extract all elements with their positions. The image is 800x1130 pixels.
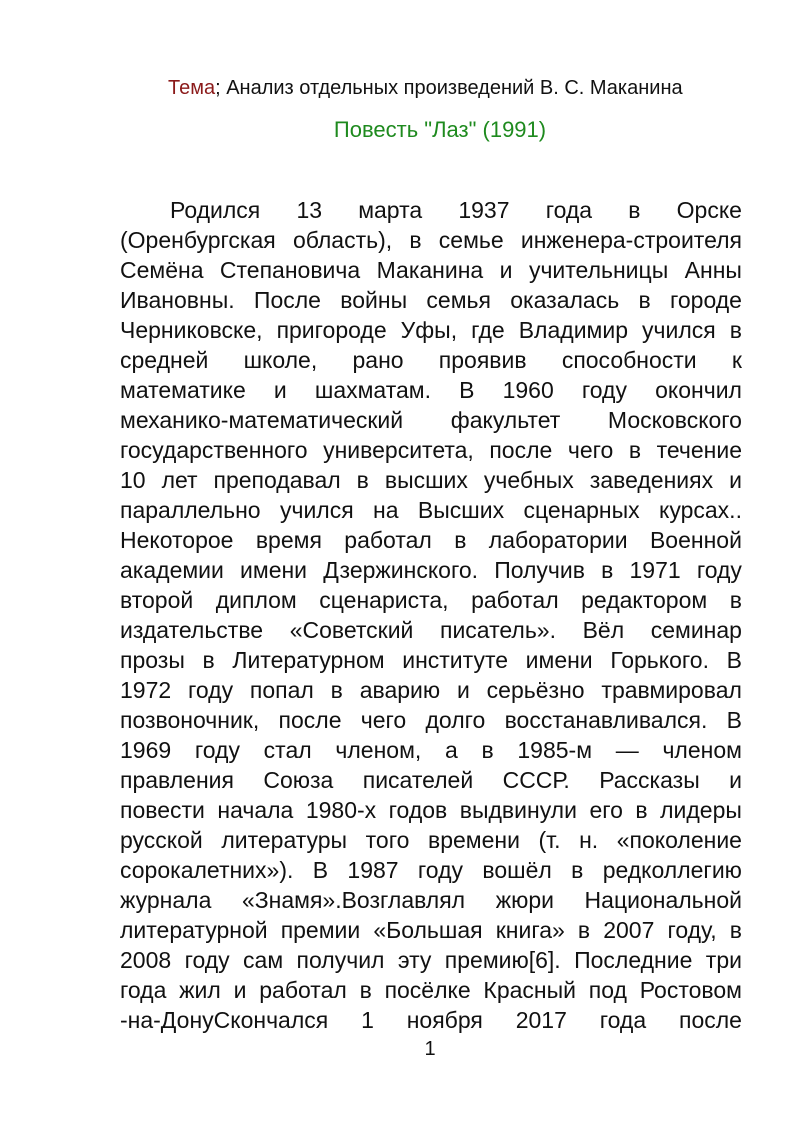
word: н. (579, 827, 599, 853)
word: Родился (170, 197, 261, 223)
word: проявив (438, 347, 527, 373)
word: Получив (494, 557, 585, 583)
word: 1960 (502, 377, 554, 403)
word: Ростовом (639, 977, 742, 1003)
word: школе, (243, 347, 318, 373)
word: заведениях (589, 467, 714, 493)
text-line (120, 225, 742, 255)
word: «Знамя».Возглавлял (241, 887, 466, 913)
word: жил (179, 977, 221, 1003)
word: работал (471, 587, 559, 613)
word: имени (240, 557, 308, 583)
word: Степановича (219, 257, 361, 283)
text-line (120, 825, 742, 855)
text-line (120, 855, 742, 885)
word: премию[6]. (444, 947, 561, 973)
word: 1 (361, 1007, 374, 1033)
word: книга» (495, 917, 565, 943)
word: редколлегию (602, 857, 742, 883)
word: попал (249, 677, 314, 703)
word: В (726, 647, 742, 673)
word: 2008 (120, 947, 172, 973)
word: марта (358, 197, 423, 223)
word: сорокалетних»). (120, 857, 294, 883)
word: году (696, 557, 742, 583)
word: серьёзно (486, 677, 585, 703)
word: и (729, 467, 742, 493)
word: Уфы, (400, 317, 458, 343)
word: Анны (684, 257, 742, 283)
text-line (120, 285, 742, 315)
word: работал (259, 977, 347, 1003)
word: премии (280, 917, 361, 943)
word: средней (120, 347, 209, 373)
word: повести (120, 797, 205, 823)
word: в (454, 527, 467, 553)
word: и (273, 377, 287, 403)
word: Ивановны. (120, 287, 235, 313)
word: высших (384, 467, 468, 493)
word: университета, (323, 437, 474, 463)
word: после (678, 1007, 742, 1033)
word: году (184, 947, 230, 973)
word: сам (243, 947, 284, 973)
word: его (589, 797, 623, 823)
word: 1987 (347, 857, 399, 883)
word: Московского (607, 407, 742, 433)
word: года (599, 1007, 647, 1033)
word: литературы (221, 827, 348, 853)
word: позвоночник, (120, 707, 260, 733)
word: года (120, 977, 167, 1003)
text-line (120, 795, 742, 825)
word: Военной (649, 527, 742, 553)
word: 2007 (603, 917, 655, 943)
word: в (729, 917, 742, 943)
text-line (120, 375, 742, 405)
word: 13 (296, 197, 323, 223)
word: в (481, 737, 494, 763)
word: жюри (495, 887, 554, 913)
text-line (120, 675, 742, 705)
text-line (120, 615, 742, 645)
word: эту (397, 947, 432, 973)
word: в (729, 317, 742, 343)
word: учительницы (528, 257, 669, 283)
word: году (417, 857, 464, 883)
word: время (255, 527, 322, 553)
text-line (120, 495, 742, 525)
word: СССР. (502, 767, 570, 793)
word: «поколение (616, 827, 742, 853)
text-line (120, 255, 742, 285)
word: (Оренбургская (120, 227, 276, 253)
topic-text: ; Анализ отдельных произведений В. С. Маканина (215, 77, 683, 99)
word: диплом (215, 587, 297, 613)
word: семье (438, 227, 504, 253)
word: ноября (406, 1007, 483, 1033)
word: учебных (483, 467, 574, 493)
word: году, (667, 917, 717, 943)
word: Некоторое (120, 527, 234, 553)
word: в (571, 857, 584, 883)
word: Высших (417, 497, 505, 523)
word: пригороде (276, 317, 387, 343)
word: году (188, 677, 234, 703)
word: течение (656, 437, 742, 463)
word: параллельно (120, 497, 261, 523)
word: начала (217, 797, 294, 823)
word: того (365, 827, 410, 853)
word: на (373, 497, 399, 523)
word: математике (120, 377, 246, 403)
text-line (120, 915, 742, 945)
word: Красный (483, 977, 576, 1003)
word: году (581, 377, 627, 403)
text-line (120, 525, 742, 555)
word: получил (296, 947, 385, 973)
word: семья (426, 287, 491, 313)
word: и (233, 977, 247, 1003)
word: Маканина (376, 257, 484, 283)
topic-header (168, 74, 768, 102)
word: — (615, 737, 639, 763)
text-line (120, 735, 742, 765)
word: правления (120, 767, 234, 793)
word: Орске (676, 197, 742, 223)
word: шахматам. (314, 377, 431, 403)
word: в (638, 287, 651, 313)
word: времени (427, 827, 520, 853)
word: посёлке (384, 977, 471, 1003)
word: членом (662, 737, 742, 763)
word: рано (352, 347, 404, 373)
word: городе (670, 287, 742, 313)
word: в (330, 677, 343, 703)
text-line (120, 345, 742, 375)
word: журнала (120, 887, 212, 913)
word: «Большая (373, 917, 483, 943)
text-line (120, 405, 742, 435)
word: Рассказы (599, 767, 700, 793)
word: чего (360, 707, 407, 733)
word: 10 (120, 467, 146, 493)
word: Владимир (518, 317, 628, 343)
word: войны (340, 287, 408, 313)
word: имени (525, 647, 593, 673)
word: способности (561, 347, 697, 373)
word: литературной (120, 917, 268, 943)
word: в (577, 917, 591, 943)
word: три (705, 947, 742, 973)
text-line (120, 975, 742, 1005)
word: в (601, 557, 614, 583)
text-line (120, 885, 742, 915)
word: лет (161, 467, 198, 493)
word: 1972 (120, 677, 172, 703)
text-line (120, 315, 742, 345)
word: к (731, 347, 742, 373)
word: учился (642, 317, 716, 343)
word: в (356, 467, 369, 493)
text-line (120, 645, 742, 675)
word: стал (263, 737, 312, 763)
word: Национальной (584, 887, 742, 913)
word: в (409, 227, 422, 253)
word: учился (279, 497, 354, 523)
text-line (120, 705, 742, 735)
word: Черниковске, (120, 317, 263, 343)
word: институте (402, 647, 509, 673)
word: академии (120, 557, 224, 583)
word: В (726, 707, 742, 733)
word: году (194, 737, 240, 763)
word: лидеры (660, 797, 742, 823)
word: факультет (450, 407, 561, 433)
word: В (312, 857, 329, 883)
word: редактором (581, 587, 708, 613)
word: окончил (655, 377, 742, 403)
word: и (499, 257, 513, 283)
word: лаборатории (488, 527, 628, 553)
word: членом, (335, 737, 422, 763)
word: 1980-х (305, 797, 377, 823)
word: оказалась (510, 287, 620, 313)
word: в (359, 977, 372, 1003)
word: инженера-строителя (520, 227, 742, 253)
word: года (545, 197, 593, 223)
word: Вёл (582, 617, 625, 643)
biography-paragraph (120, 195, 742, 1035)
word: После (253, 287, 321, 313)
word: в (628, 437, 642, 463)
word: долго (425, 707, 486, 733)
story-title: Повесть "Лаз" (1991) (333, 117, 547, 142)
page-number: 1 (424, 1038, 436, 1060)
text-line (120, 195, 742, 225)
word: Семёна (120, 257, 204, 283)
word: писателей (362, 767, 474, 793)
word: восстанавливался. (504, 707, 708, 733)
word: государственного (120, 437, 308, 463)
word: 1985-м (517, 737, 593, 763)
text-line (120, 945, 742, 975)
word: Союза (263, 767, 334, 793)
word: второй (120, 587, 194, 613)
word: механико-математический (120, 407, 404, 433)
word: -на-ДонуСкончался (120, 1007, 329, 1033)
word: Последние (574, 947, 693, 973)
word: выдвинули (459, 797, 577, 823)
word: Горького. (610, 647, 709, 673)
word: издательстве (120, 617, 264, 643)
word: 1937 (458, 197, 510, 223)
word: «Советский (289, 617, 414, 643)
word: сценариста, (319, 587, 449, 613)
word: после (278, 707, 342, 733)
word: и (729, 767, 742, 793)
text-line (120, 435, 742, 465)
word: В (459, 377, 475, 403)
word: Литературном (232, 647, 385, 673)
word: преподавал (213, 467, 341, 493)
topic-label: Тема (168, 77, 216, 99)
word: семинар (650, 617, 742, 643)
word: прозы (120, 647, 185, 673)
word: писатель». (440, 617, 556, 643)
word: 1971 (629, 557, 681, 583)
word: Дзержинского. (323, 557, 479, 583)
word: аварию (359, 677, 441, 703)
word: область), (292, 227, 393, 253)
word: под (588, 977, 627, 1003)
word: в (628, 197, 641, 223)
text-line (120, 765, 742, 795)
text-line (120, 585, 742, 615)
word: вошёл (482, 857, 552, 883)
word: а (444, 737, 458, 763)
word: в (635, 797, 648, 823)
word: 1969 (120, 737, 172, 763)
word: 2017 (515, 1007, 567, 1033)
word: (т. (538, 827, 561, 853)
word: и (456, 677, 470, 703)
text-line (120, 465, 742, 495)
word: в (729, 587, 742, 613)
word: работал (344, 527, 432, 553)
word: где (471, 317, 505, 343)
word: после (489, 437, 553, 463)
word: курсах.. (659, 497, 742, 523)
word: русской (120, 827, 203, 853)
word: в (202, 647, 215, 673)
word: сценарных (523, 497, 640, 523)
text-line (120, 1005, 742, 1035)
text-line (120, 555, 742, 585)
word: травмировал (601, 677, 742, 703)
word: чего (567, 437, 614, 463)
word: годов (388, 797, 448, 823)
